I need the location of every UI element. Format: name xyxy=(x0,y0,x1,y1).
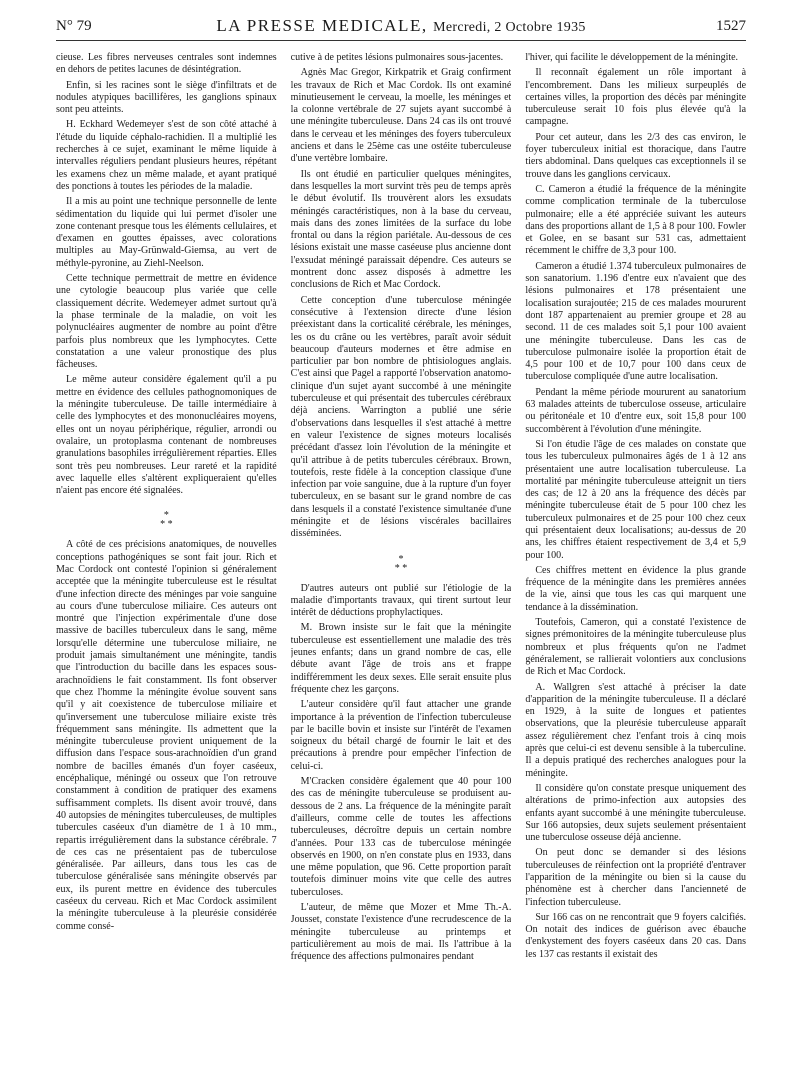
paragraph: Il considère qu'on constate presque uniquement des altérations de primo-infection aux autopsies des enfants ayant succombé à une méningite tuberculeuse. Sur 166 autopsies, deux sujets seulement présentaient une tuberculose osseuse déjà ancienne. xyxy=(525,782,746,844)
paragraph: Cameron a étudié 1.374 tuberculeux pulmonaires de son sanatorium. 1.196 d'entre eux n'avaient que des lésions pulmonaires et 178 présentaient une localisation surajoutée; 215 de ces malades moururent dont 187 appartenaient au premier groupe et 28 au second. 11 de ces malades soit 5,1 pour 100 avaient une méningite tuberculeuse. Dans les cas de tuberculose pulmonaire isolée la proportion était de 4,5 pour 100 et de 10,7 pour 100 dans ceux de tuberculose compliquée d'une autre localisation. xyxy=(525,260,746,383)
column-2 xyxy=(291,52,512,1072)
paragraph: Cette conception d'une tuberculose méningée consécutive à l'extension directe d'une lésion préexistant dans la corticalité cérébrale, les méninges, les os du crâne ou les vertèbres, paraît avoir séduit beaucoup d'auteurs modernes et être admise en particulier par bon nombre de phtisiologues anglais. C'est ainsi que Pagel a rapporté l'observation anatomo-clinique d'un sujet ayant succombé à une méningite tuberculeuse et qui présentait des tubercules cérébraux déjà anciens. Warrington a publié une série d'observations dans lesquelles il s'est attaché à mettre en valeur l'existence de signes moteurs localisés précédant d'assez loin l'évolution de la méningite et qu'il attribue à de petits tubercules cérébraux. Brown, toutefois, reste fidèle à la conception classique d'une infection par voie sanguine, due à la rupture d'un foyer tuberculeux, en se basant sur le grand nombre de cas dans lesquels il a constaté l'existence simultanée d'une méningite et de lésions viscérales bacillaires disséminées. xyxy=(290,294,512,540)
paragraph: Si l'on étudie l'âge de ces malades on constate que tous les tuberculeux pulmonaires âgés de 1 à 12 ans présentaient une autre localisation tuberculeuse. La mortalité par méningite tuberculeuse atteignit un tiers des cas; de 12 à 20 ans la fréquence des décès par méningite tuberculeuse était de 5 pour 100 chez les tuberculeux pulmonaires et de 25 pour 100 chez ceux qui présentaient deux localisations; au-dessus de 20 ans, les chiffres étaient respectivement de 3,4 et 5,9 pour 100. xyxy=(525,438,746,561)
paragraph: M'Cracken considère également que 40 pour 100 des cas de méningite tuberculeuse se produisent au-dessous de 2 ans. La fréquence de la méningite paraît d'ailleurs, comme celle de toutes les affections tuberculeuses, décroître depuis un certain nombre d'années. Pour 133 cas de tuberculose méningée observés en 1900, on n'en constate plus en 1933, dans une même population, que 96. Cette proportion paraît toutefois diminuer moins vite que celle des autres tuberculoses. xyxy=(290,776,512,898)
section-separator xyxy=(291,555,512,573)
paragraph: Agnès Mac Gregor, Kirkpatrik et Graig confirment les travaux de Rich et Mac Cordok. Ils ont examiné minutieusement le cerveau, la moelle, les méninges et la colonne vertébrale de 27 sujets ayant succombé à une méningite tuberculeuse. Dans 24 cas ils ont trouvé dans le cerveau et les méninges des foyers tuberculeux anciens et dans le 25ème cas une ostéite tuberculeuse d'une vertèbre lombaire. xyxy=(290,67,512,165)
paragraph: Pendant la même période moururent au sanatorium 63 malades atteints de tuberculose osseuse, articulaire ou péritonéale et 10 d'entre eux, soit 15,8 pour 100 succombèrent à l'évolution d'une méningite. xyxy=(525,386,746,435)
column-3 xyxy=(525,52,746,1072)
separator-star-top: * xyxy=(398,553,404,565)
page-number: 1527 xyxy=(716,18,746,34)
running-title xyxy=(56,16,746,36)
paragraph: Ces chiffres mettent en évidence la plus grande fréquence de la méningite dans les premières années de la vie, ainsi que tous les cas qui marquent une tendance à la dissémination. xyxy=(525,564,746,613)
paragraph: Enfin, si les racines sont le siège d'infiltrats et de nodules atypiques bacillifères, les ganglions spinaux sont peu atteints. xyxy=(56,79,277,116)
paragraph: M. Brown insiste sur le fait que la méningite tuberculeuse est essentiellement une maladie des très jeunes enfants; dans un grand nombre de cas, elle débute avant l'âge de trois ans et frappe indifféremment les deux sexes. Elle serait ensuite plus fréquente chez les garçons. xyxy=(290,622,512,695)
paragraph: l'hiver, qui facilite le développement de la méningite. xyxy=(525,52,739,63)
separator-stars-bottom: * * xyxy=(160,519,173,531)
issue-date: Mercredi, 2 Octobre 1935 xyxy=(433,20,586,35)
paragraph: Toutefois, Cameron, qui a constaté l'existence de signes prémonitoires de la méningite tuberculeuse plus nombreux et plus fréquents qu'on ne l'admet généralement, se rallierait volontiers aux conclusions de Rich et Mac Cordock. xyxy=(525,617,746,678)
paragraph: Il reconnaît également un rôle important à l'encombrement. Dans les milieux surpeuplés de certaines villes, la proportion des décès par méningite tuberculeuse serait 10 fois plus élevée qu'à la campagne. xyxy=(525,67,746,128)
paragraph: Pour cet auteur, dans les 2/3 des cas environ, le foyer tuberculeux initial est thoracique, dans l'autre tiers abdominal. Dans quelques cas exceptionnels il se trouve dans les ganglions cervicaux. xyxy=(525,131,746,180)
separator-star-top: * xyxy=(163,510,169,522)
paragraph: Ils ont étudié en particulier quelques méningites, dans lesquelles la mort survint très peu de temps après le début évolutif. Ils trouvèrent alors les exsudats méningés caractéristiques, non à la base du cerveau, mais dans des zones limitées de la surface du lobe frontal ou dans la région pariétale. Au-dessous de ces lésions existait une masse caséeuse plus ancienne dont l'exsudat méningé paraissait dépendre. Ces auteurs se montrent donc assez disposés à admettre les conclusions de Rich et Mac Cordock. xyxy=(290,168,512,291)
separator-stars-bottom: * * xyxy=(394,562,408,574)
journal-name: LA PRESSE MEDICALE, xyxy=(216,16,428,35)
paragraph: L'auteur, de même que Mozer et Mme Th.-A. Jousset, constate l'existence d'une recrudescence de la méningite tuberculeuse au printemps et particulièrement au mois de mai. Ils l'attribue à la fréquence des affections pulmonaires pendant xyxy=(290,902,512,963)
paragraph: L'auteur considère qu'il faut attacher une grande importance à la prévention de l'infection tuberculeuse par le bacille bovin et insiste sur l'intérêt de l'examen soigneux du bétail chargé de fournir le lait et des précautions à prendre pour empêcher l'infection de celui-ci. xyxy=(290,699,512,772)
paragraph: Sur 166 cas on ne rencontrait que 9 foyers calcifiés. On notait des indices de guérison avec ébauche d'enkystement des foyers caséeux dans 20 cas. Dans les 137 cas restants il existait des xyxy=(525,911,746,960)
paragraph: Cette technique permettrait de mettre en évidence une cytologie beaucoup plus variée que celle classiquement décrite. Wedemeyer admet surtout qu'à la phase terminale de la maladie, on voit les polynucléaires augmenter de nombre au point d'être parfois plus nombreux que les lymphocytes. Cette constatation a une valeur pronostique des plus fâcheuses. xyxy=(56,273,277,371)
paragraph: Il a mis au point une technique personnelle de lente sédimentation du liquide qui lui permet d'isoler une zone contenant presque tous les éléments cellulaires, et d'examen en gouttes épaisses, avec colorations multiples au May-Grünwald-Giemsa, au vert de méthyle-pyronine, au Ziehl-Neelson. xyxy=(56,196,277,269)
paragraph: D'autres auteurs ont publié sur l'étiologie de la maladie d'importants travaux, qui tirent surtout leur intérêt de déductions prophylactiques. xyxy=(290,582,512,619)
paragraph: cieuse. Les fibres nerveuses centrales sont indemnes en dehors de petites lacunes de désintégration. xyxy=(56,52,277,76)
section-separator xyxy=(56,511,277,529)
paragraph: Le même auteur considère également qu'il a pu mettre en évidence des cellules pathognomoniques de la méningite tuberculeuse. De taille intermédiaire à celle des lymphocytes et des mononucléaires moyens, elles ont un noyau périphérique, régulier, arrondi ou ovalaire, un protoplasma contenant de nombreuses granulations basophiles irrégulièrement réparties. Elles sont très peu nombreuses. Leur rareté et la rapidité avec laquelle elles s'altèrent expliqueraient qu'elles n'aient pas encore été signalées. xyxy=(56,374,277,497)
paragraph: On peut donc se demander si des lésions tuberculeuses de réinfection ont la propriété d'entraver l'apparition de la méningite ou bien si la cause du phénomène est à chercher dans l'ancienneté de l'infection tuberculeuse. xyxy=(525,847,746,908)
paragraph: A. Wallgren s'est attaché à préciser la date d'apparition de la méningite tuberculeuse. Il a déclaré en 1929, à la suite de longues et patientes observations, que la pleurésie tuberculeuse apparaît assez régulièrement chez l'enfant trois à cinq mois après que celui-ci est devenu sensible à la tuberculine. Il a depuis pratiqué des recherches analogues pour la méningite. xyxy=(525,681,746,779)
issue-number: N° 79 xyxy=(56,18,92,34)
paragraph: cutive à de petites lésions pulmonaires sous-jacentes. xyxy=(290,52,504,63)
article-body xyxy=(56,52,746,1072)
paragraph: C. Cameron a étudié la fréquence de la méningite comme complication terminale de la tuberculose pulmonaire; elle a été appréciée suivant les auteurs dans des proportions allant de 1,5 à 8 pour 100. Fowler et Golee, en se basant sur 531 cas, admettaient récemment le chiffre de 3,3 pour 100. xyxy=(525,183,746,257)
paragraph: H. Eckhard Wedemeyer s'est de son côté attaché à l'étude du liquide céphalo-rachidien. Il a multiplié les recherches à ce sujet, examinant le même liquide à intervalles réguliers pendant plusieurs heures, répétant les examens chez un même malade, et ayant pratiqué des ponctions à toutes les périodes de la maladie. xyxy=(56,119,277,192)
page-header xyxy=(56,14,746,41)
paragraph: A côté de ces précisions anatomiques, de nouvelles conceptions pathogéniques se sont fait jour. Rich et Mac Cordock ont contesté l'opinion si généralement acceptée que la méningite tuberculeuse est le résultat d'une infection directe des méninges par voie sanguine au cours d'une tuberculose miliaire. Ces auteurs ont montré que l'injection expérimentale d'une dose massive de bacilles tuberculeux dans le sang, même lorsqu'elle détermine une tuberculose miliaire, ne produit jamais simultanément une méningite, tandis que l'introduction du bacille dans les espaces sous-arachnoïdiens le fait constamment. Ils font observer que chez l'homme la méningite évolue souvent sans qu'il y ait coexistence de tuberculose miliaire et qu'inversement une tuberculose miliaire existe très fréquemment sans méningite. Ils admettent que la méningite tuberculeuse provient uniquement de la diffusion dans l'espace sous-arachnoïdien d'un grand nombre de bacilles émanés d'un foyer caséeux, encéphalique, méningé ou osseux que l'on retrouve constamment à condition de pratiquer des examens suffisamment complets. Ils disent avoir trouvé, dans 40 autopsies de méningites tuberculeuses, de multiples tubercules caséeux d'un diamètre de 1 à 10 mm., repartis irrégulièrement dans la substance cérébrale. 7 de ces cas ne présentaient pas de tuberculose généralisée. Par ailleurs, dans tous les cas de tuberculose généralisée sans méningite observés par eux, ils purent mettre en évidence des tubercules caséeux du cerveau. Rich et Mac Cordock assimilent la méningite tuberculeuse à la pleurésie considérée comme consé- xyxy=(56,539,277,932)
column-1 xyxy=(56,52,277,1072)
